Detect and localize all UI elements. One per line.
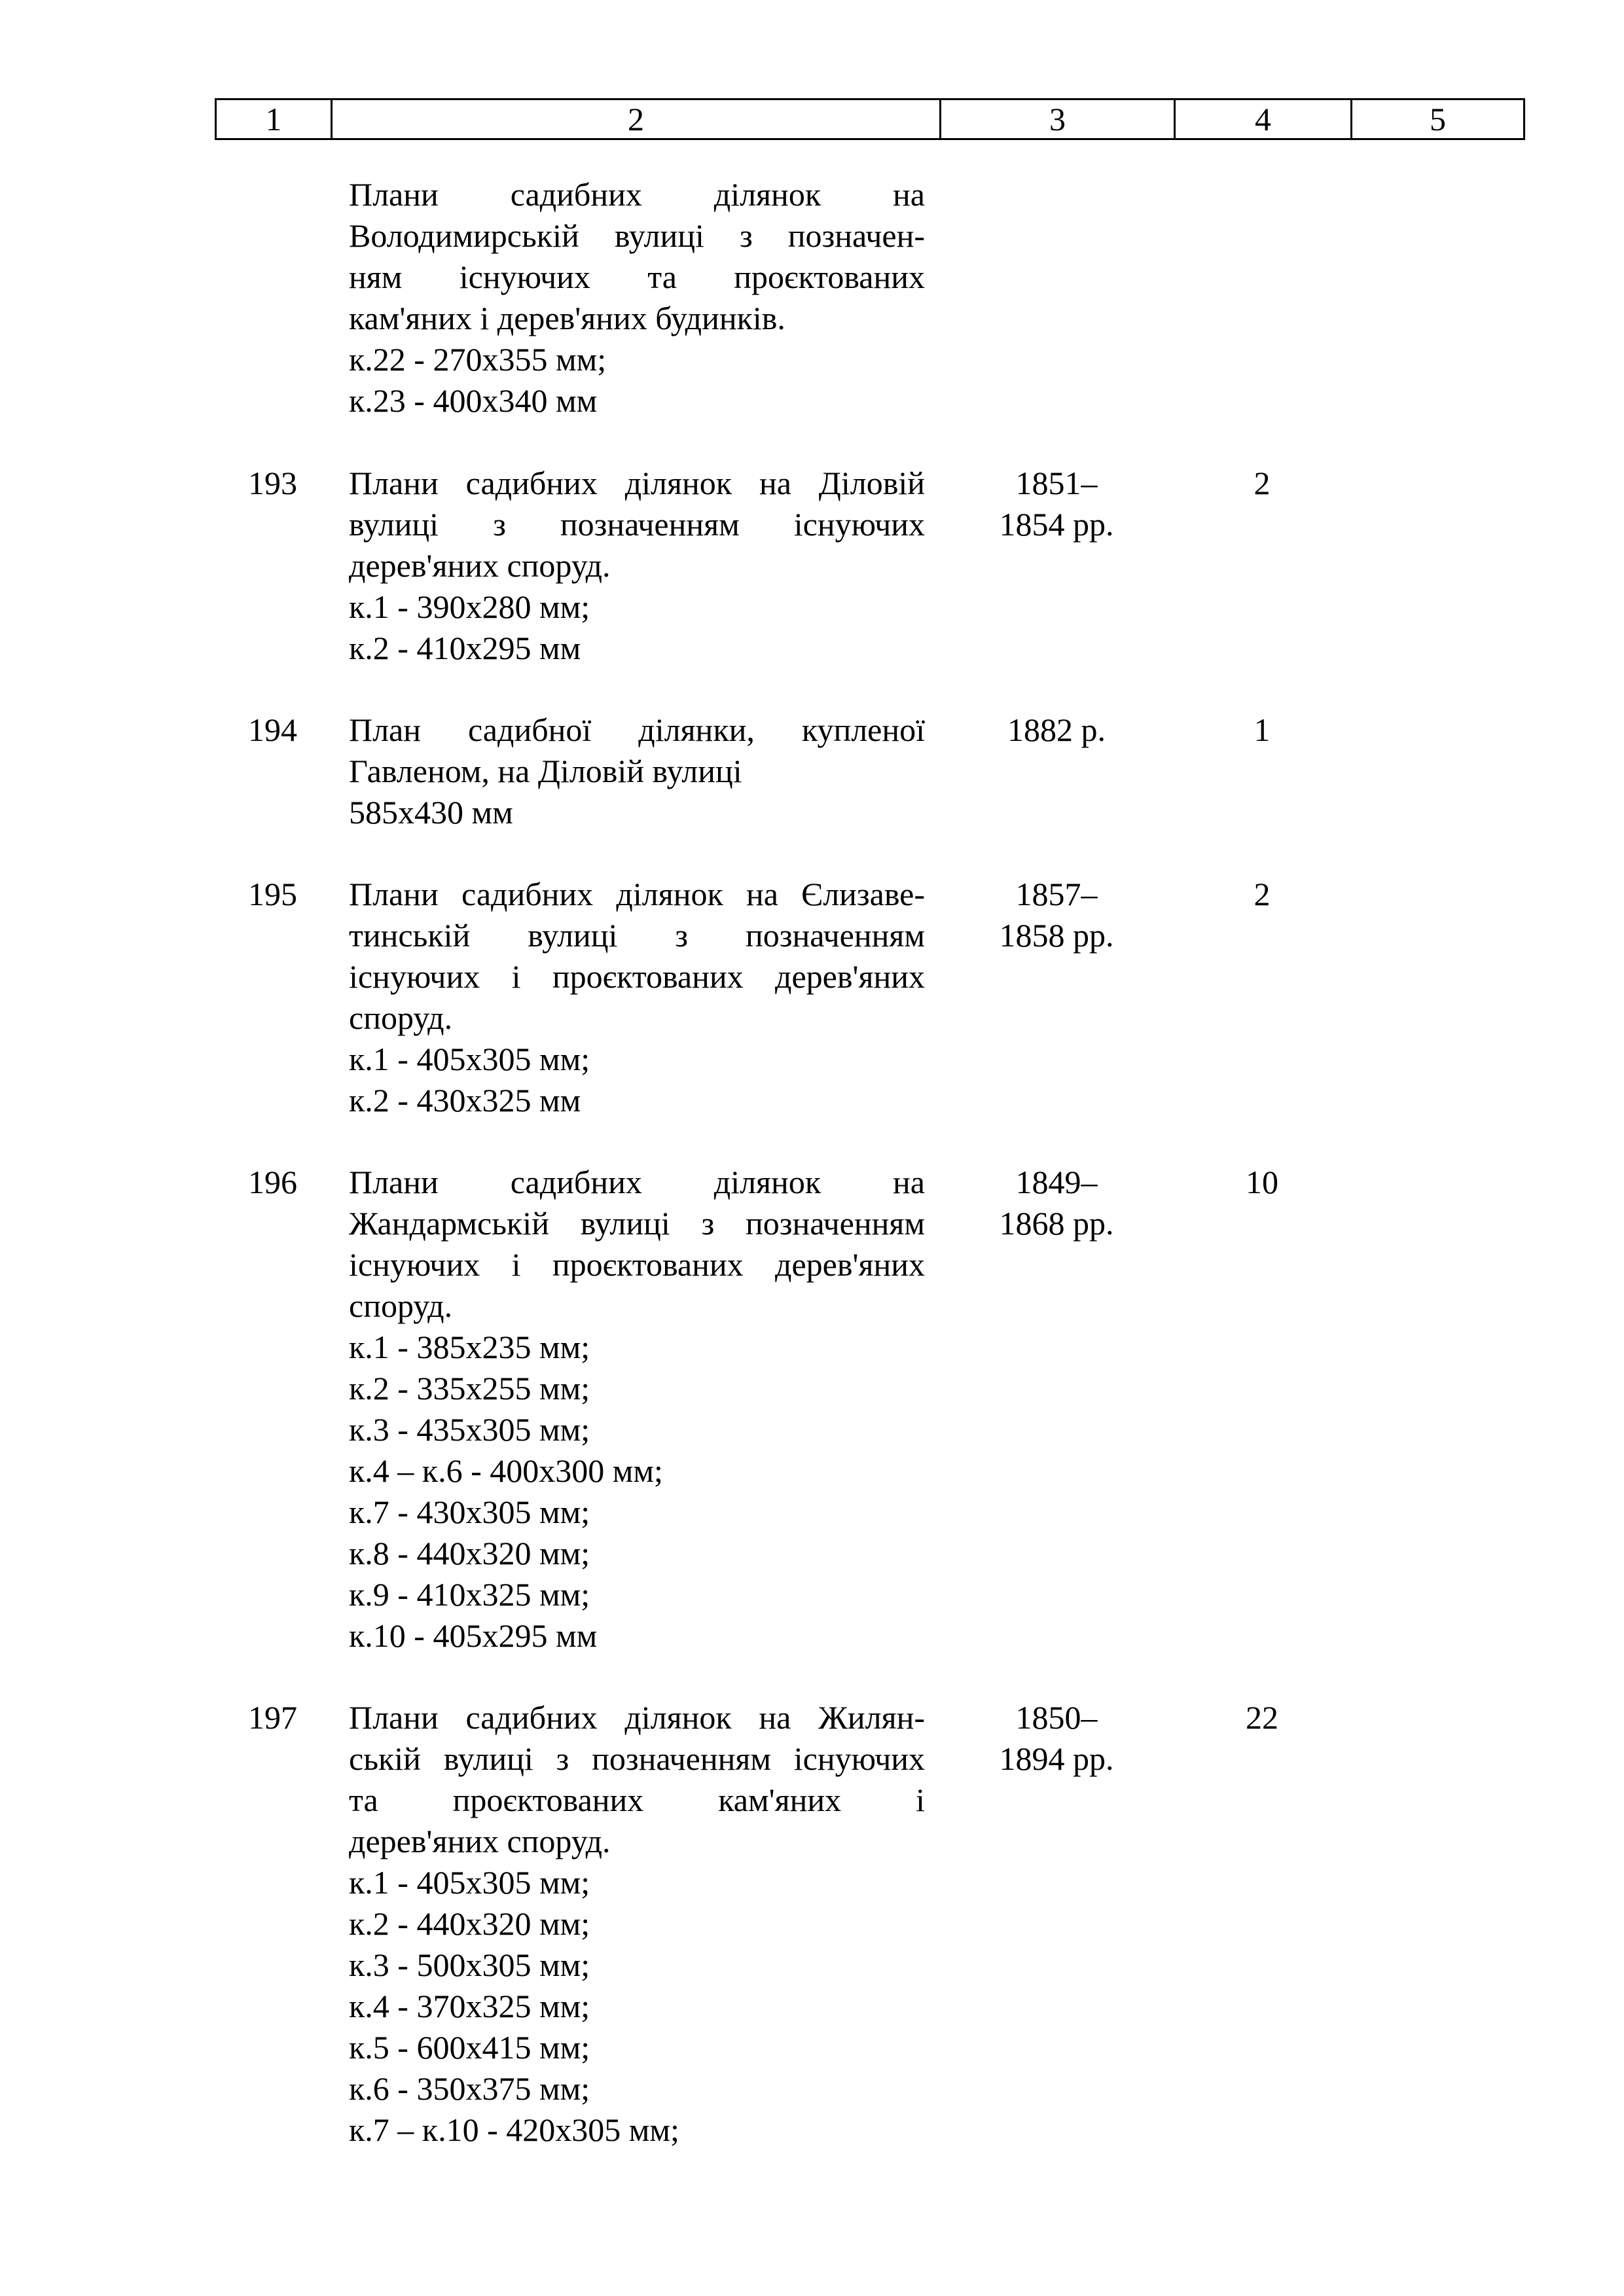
column-header-2: 2 <box>333 100 941 138</box>
description-line: к.4 – к.6 - 400х300 мм; <box>349 1452 663 1489</box>
date-line: 1851– <box>1015 465 1098 501</box>
description-line: споруд. <box>349 999 453 1036</box>
description-line: к.10 - 405х295 мм <box>349 1617 598 1654</box>
description-line: к.8 - 440х320 мм; <box>349 1535 590 1571</box>
description-line: дерев'яних споруд. <box>349 1823 611 1859</box>
column-header-1: 1 <box>217 100 333 138</box>
description-line: к.1 - 390х280 мм; <box>349 588 590 625</box>
entry-sheet-count: 22 <box>1246 1699 1278 1736</box>
entry-dates <box>939 709 1174 751</box>
description-line: к.1 - 405х305 мм; <box>349 1864 590 1901</box>
description-line: споруд. <box>349 1287 453 1324</box>
entry-dates <box>939 463 1174 545</box>
description-line: к.1 - 385х235 мм; <box>349 1329 590 1365</box>
description-line: та проєктованих кам'яних і <box>349 1782 925 1818</box>
entry-sheet-count: 2 <box>1254 465 1271 501</box>
column-header-4: 4 <box>1176 100 1352 138</box>
description-line: к.22 - 270х355 мм; <box>349 341 607 378</box>
description-line: Володимирській вулиці з позначен- <box>349 217 925 254</box>
description-line: к.4 - 370х325 мм; <box>349 1988 590 2024</box>
description-line: Плани садибних ділянок на Діловій <box>349 465 925 501</box>
date-line: 1868 рр. <box>999 1205 1114 1242</box>
description-line: к.3 - 500х305 мм; <box>349 1946 590 1983</box>
description-line: к.7 - 430х305 мм; <box>349 1494 590 1530</box>
description-line: ням існуючих та проєктованих <box>349 259 925 295</box>
description-line: 585х430 мм <box>349 794 513 831</box>
entry-description <box>349 174 925 422</box>
description-line: к.23 - 400х340 мм <box>349 382 598 419</box>
description-line: к.3 - 435х305 мм; <box>349 1411 590 1448</box>
date-line: 1854 рр. <box>999 506 1114 543</box>
entry-number: 196 <box>248 1164 297 1200</box>
date-line: 1849– <box>1015 1164 1098 1200</box>
entry-dates <box>939 1162 1174 1244</box>
description-line: дерев'яних споруд. <box>349 547 611 584</box>
description-line: к.2 - 335х255 мм; <box>349 1370 590 1407</box>
description-line: Гавленом, на Діловій вулиці <box>349 753 742 789</box>
description-line: Плани садибних ділянок на Єлизаве- <box>349 876 925 912</box>
entry-description <box>349 463 925 669</box>
date-line: 1850– <box>1015 1699 1098 1736</box>
description-line: к.2 - 430х325 мм <box>349 1082 581 1119</box>
description-line: існуючих і проєктованих дерев'яних <box>349 958 925 995</box>
entry-number: 197 <box>248 1699 297 1736</box>
entry-dates <box>939 874 1174 956</box>
entry-sheet-count: 2 <box>1254 876 1271 912</box>
description-line: Плани садибних ділянок на Жилян- <box>349 1699 925 1736</box>
entry-number: 193 <box>248 465 297 501</box>
column-header-table <box>215 98 1525 140</box>
description-line: кам'яних і дерев'яних будинків. <box>349 300 785 336</box>
date-line: 1858 рр. <box>999 917 1114 954</box>
entry-description <box>349 1697 925 2151</box>
description-line: к.5 - 600х415 мм; <box>349 2029 590 2066</box>
entry-description <box>349 874 925 1121</box>
description-line: к.7 – к.10 - 420х305 мм; <box>349 2111 679 2148</box>
description-line: к.1 - 405х305 мм; <box>349 1041 590 1077</box>
description-line: Жандармській вулиці з позначенням <box>349 1205 925 1242</box>
entry-description <box>349 709 925 833</box>
entry-description <box>349 1162 925 1657</box>
description-line: Плани садибних ділянок на <box>349 176 925 213</box>
entry-number: 194 <box>248 711 297 748</box>
date-line: 1857– <box>1015 876 1098 912</box>
entry-number: 195 <box>248 876 297 912</box>
description-line: к.2 - 440х320 мм; <box>349 1905 590 1942</box>
description-line: тинській вулиці з позначенням <box>349 917 925 954</box>
entry-dates <box>939 1697 1174 1780</box>
description-line: к.6 - 350х375 мм; <box>349 2070 590 2107</box>
entry-sheet-count: 10 <box>1246 1164 1278 1200</box>
description-line: вулиці з позначенням існуючих <box>349 506 925 543</box>
date-line: 1882 р. <box>1007 711 1106 748</box>
description-line: існуючих і проєктованих дерев'яних <box>349 1246 925 1283</box>
description-line: к.9 - 410х325 мм; <box>349 1576 590 1613</box>
column-header-3: 3 <box>941 100 1176 138</box>
description-line: к.2 - 410х295 мм <box>349 630 581 666</box>
column-header-5: 5 <box>1430 101 1446 137</box>
description-line: Плани садибних ділянок на <box>349 1164 925 1200</box>
description-line: План садибної ділянки, купленої <box>349 711 925 748</box>
date-line: 1894 рр. <box>999 1740 1114 1777</box>
description-line: ській вулиці з позначенням існуючих <box>349 1740 925 1777</box>
entry-sheet-count: 1 <box>1254 711 1271 748</box>
